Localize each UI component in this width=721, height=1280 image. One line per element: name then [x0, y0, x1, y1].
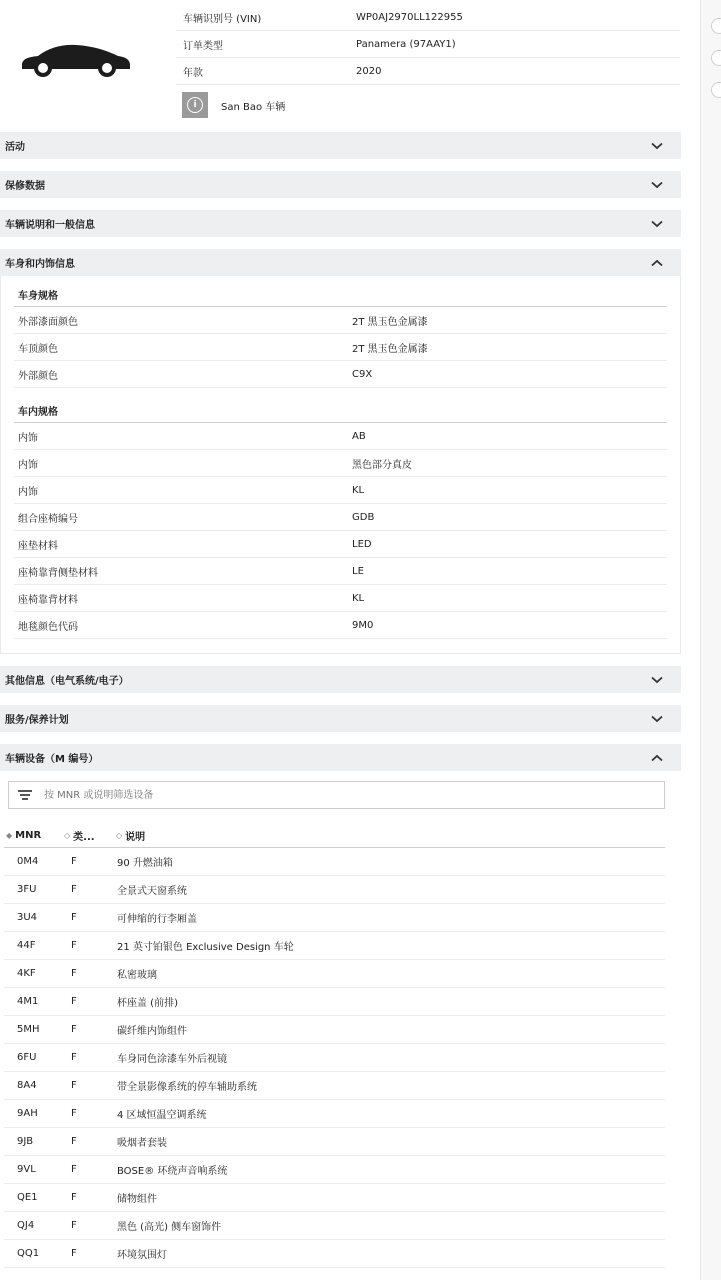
description-cell: 车身同色涂漆车外后视镜	[117, 1054, 227, 1065]
table-row	[4, 932, 665, 960]
mnr-cell: QQ1	[17, 1248, 40, 1259]
description-cell: 全景式天窗系统	[117, 886, 187, 897]
spec-value: AB	[352, 430, 366, 442]
mnr-cell: 0M4	[17, 856, 39, 867]
info-label: 年款	[183, 67, 203, 79]
spec-row	[14, 450, 667, 477]
equipment-filter[interactable]	[8, 781, 665, 809]
section-description[interactable]	[0, 210, 681, 237]
type-cell: F	[71, 1108, 77, 1119]
mnr-cell: 9AH	[17, 1108, 38, 1119]
description-cell: 杯座盖 (前排)	[117, 998, 178, 1009]
spec-label: 内饰	[18, 459, 38, 471]
table-row	[4, 1016, 665, 1044]
spec-row	[14, 531, 667, 558]
table-row	[4, 848, 665, 876]
info-label: 订单类型	[183, 40, 223, 52]
table-row	[4, 1156, 665, 1184]
type-cell: F	[71, 1136, 77, 1147]
type-cell: F	[71, 1192, 77, 1203]
type-cell: F	[71, 856, 77, 867]
equipment-panel	[0, 771, 681, 1278]
section-title: 活动	[5, 142, 25, 153]
equipment-filter-input[interactable]	[42, 789, 446, 802]
spec-value: 黑色部分真皮	[352, 459, 412, 471]
type-cell: F	[71, 996, 77, 1007]
spec-label: 内饰	[18, 432, 38, 444]
info-value: 2020	[356, 65, 382, 77]
spec-label: 座椅靠背材料	[18, 594, 78, 606]
spec-label: 车顶颜色	[18, 343, 58, 355]
section-title: 其他信息（电气系统/电子）	[5, 676, 129, 687]
description-cell: 黑色 (高光) 侧车窗饰件	[117, 1222, 222, 1233]
type-cell: F	[71, 968, 77, 979]
mnr-cell: QE1	[17, 1192, 38, 1203]
section-title: 保修数据	[5, 181, 45, 192]
description-cell: 可伸缩的行李厢盖	[117, 914, 197, 925]
spec-row	[14, 334, 667, 361]
spec-label: 座垫材料	[18, 540, 58, 552]
mnr-cell: 9JB	[17, 1136, 34, 1147]
mnr-cell: 4M1	[17, 996, 39, 1007]
column-header-desc[interactable]: ◇ 说明	[116, 830, 146, 843]
mnr-cell: 4KF	[17, 968, 36, 979]
spec-label: 地毯颜色代码	[18, 621, 78, 633]
vehicle-header	[0, 0, 681, 132]
type-cell: F	[71, 1024, 77, 1035]
table-row	[4, 1128, 665, 1156]
sort-icon: ◇	[64, 830, 71, 840]
mnr-cell: QJ4	[17, 1220, 35, 1231]
info-label: 车辆识别号 (VIN)	[183, 13, 262, 25]
info-value: WP0AJ2970LL122955	[356, 11, 463, 23]
section-warranty[interactable]	[0, 171, 681, 198]
info-row-model-year	[176, 58, 680, 85]
spec-value: LED	[352, 538, 372, 550]
section-title: 车辆设备（M 编号）	[5, 754, 99, 765]
vehicle-info-table	[176, 4, 680, 85]
spec-label: 外部漆面颜色	[18, 316, 78, 328]
info-row-vin	[176, 4, 680, 31]
type-cell: F	[71, 940, 77, 951]
interior-spec-title: 车内规格	[14, 402, 667, 423]
info-icon[interactable]: i	[182, 92, 208, 118]
chevron-down-icon[interactable]	[647, 136, 667, 156]
table-row	[4, 1100, 665, 1128]
spec-value: KL	[352, 592, 365, 604]
description-cell: 4 区域恒温空调系统	[117, 1110, 207, 1121]
type-cell: F	[71, 1164, 77, 1175]
description-cell: 私密玻璃	[117, 970, 157, 981]
description-cell: 环境氛围灯	[117, 1250, 167, 1261]
mnr-cell: 5MH	[17, 1024, 40, 1035]
chevron-up-icon[interactable]	[647, 253, 667, 273]
sort-icon: ◆	[6, 830, 13, 840]
chevron-down-icon[interactable]	[647, 670, 667, 690]
info-value: Panamera (97AAY1)	[356, 38, 456, 50]
scroll-control[interactable]	[711, 82, 721, 98]
type-cell: F	[71, 912, 77, 923]
mnr-cell: 3FU	[17, 884, 37, 895]
chevron-up-icon[interactable]	[647, 748, 667, 768]
type-cell: F	[71, 1052, 77, 1063]
spec-row	[14, 307, 667, 334]
chevron-down-icon[interactable]	[647, 175, 667, 195]
mnr-cell: 8A4	[17, 1080, 37, 1091]
description-cell: 90 升燃油箱	[117, 858, 173, 869]
spec-value: LE	[352, 565, 364, 577]
spec-value: 9M0	[352, 619, 374, 631]
column-header-mnr[interactable]: ◆ MNR	[6, 829, 42, 841]
sanbao-notice	[182, 92, 285, 118]
spec-label: 组合座椅编号	[18, 513, 78, 525]
sort-icon: ◇	[116, 830, 123, 840]
body-spec-title: 车身规格	[14, 286, 667, 307]
table-row	[4, 876, 665, 904]
description-cell: 碳纤维内饰组件	[117, 1026, 187, 1037]
type-cell: F	[71, 884, 77, 895]
type-cell: F	[71, 1248, 77, 1259]
chevron-down-icon[interactable]	[647, 709, 667, 729]
equipment-table-body	[4, 848, 665, 1268]
section-service-plan[interactable]	[0, 705, 681, 732]
spec-row	[14, 504, 667, 531]
description-cell: 21 英寸铂银色 Exclusive Design 车轮	[117, 942, 294, 953]
spec-row	[14, 612, 667, 639]
mnr-cell: 3U4	[17, 912, 38, 923]
type-cell: F	[71, 1220, 77, 1231]
spec-row	[14, 423, 667, 450]
table-row	[4, 1212, 665, 1240]
scrollbar[interactable]	[700, 0, 721, 1280]
table-row	[4, 960, 665, 988]
spec-value: C9X	[352, 368, 373, 380]
description-cell: 吸烟者套装	[117, 1138, 167, 1149]
spec-row	[14, 477, 667, 504]
mnr-cell: 44F	[17, 940, 36, 951]
section-equipment[interactable]	[0, 744, 681, 771]
info-row-order-type	[176, 31, 680, 58]
equipment-table-header	[4, 823, 665, 848]
spec-value: 2T 黑玉色金属漆	[352, 343, 428, 355]
section-title: 车身和内饰信息	[5, 259, 75, 270]
section-activity[interactable]	[0, 132, 681, 159]
table-row	[4, 1240, 665, 1268]
description-cell: BOSE® 环绕声音响系统	[117, 1166, 228, 1177]
chevron-down-icon[interactable]	[647, 214, 667, 234]
table-row	[4, 988, 665, 1016]
description-cell: 储物组件	[117, 1194, 157, 1205]
car-silhouette-icon	[18, 38, 133, 78]
table-row	[4, 904, 665, 932]
spec-row	[14, 361, 667, 388]
description-cell: 带全景影像系统的停车辅助系统	[117, 1082, 257, 1093]
table-row	[4, 1072, 665, 1100]
spec-label: 内饰	[18, 486, 38, 498]
mnr-cell: 9VL	[17, 1164, 36, 1175]
section-title: 服务/保养计划	[5, 715, 69, 726]
column-header-type[interactable]: ◇ 类...	[64, 830, 95, 843]
spec-value: KL	[352, 484, 365, 496]
section-title: 车辆说明和一般信息	[5, 220, 95, 231]
spec-row	[14, 558, 667, 585]
sanbao-label: San Bao 车辆	[221, 101, 286, 113]
section-body-interior[interactable]	[0, 249, 681, 276]
spec-value: 2T 黑玉色金属漆	[352, 316, 428, 328]
scroll-control[interactable]	[711, 18, 721, 34]
body-interior-panel	[0, 276, 681, 654]
table-row	[4, 1044, 665, 1072]
spec-row	[14, 585, 667, 612]
section-other-info[interactable]	[0, 666, 681, 693]
spec-value: GDB	[352, 511, 375, 523]
spec-label: 外部颜色	[18, 370, 58, 382]
mnr-cell: 6FU	[17, 1052, 37, 1063]
filter-icon	[18, 790, 32, 800]
table-row	[4, 1184, 665, 1212]
scroll-control[interactable]	[711, 50, 721, 66]
type-cell: F	[71, 1080, 77, 1091]
spec-label: 座椅靠背侧垫材料	[18, 567, 98, 579]
